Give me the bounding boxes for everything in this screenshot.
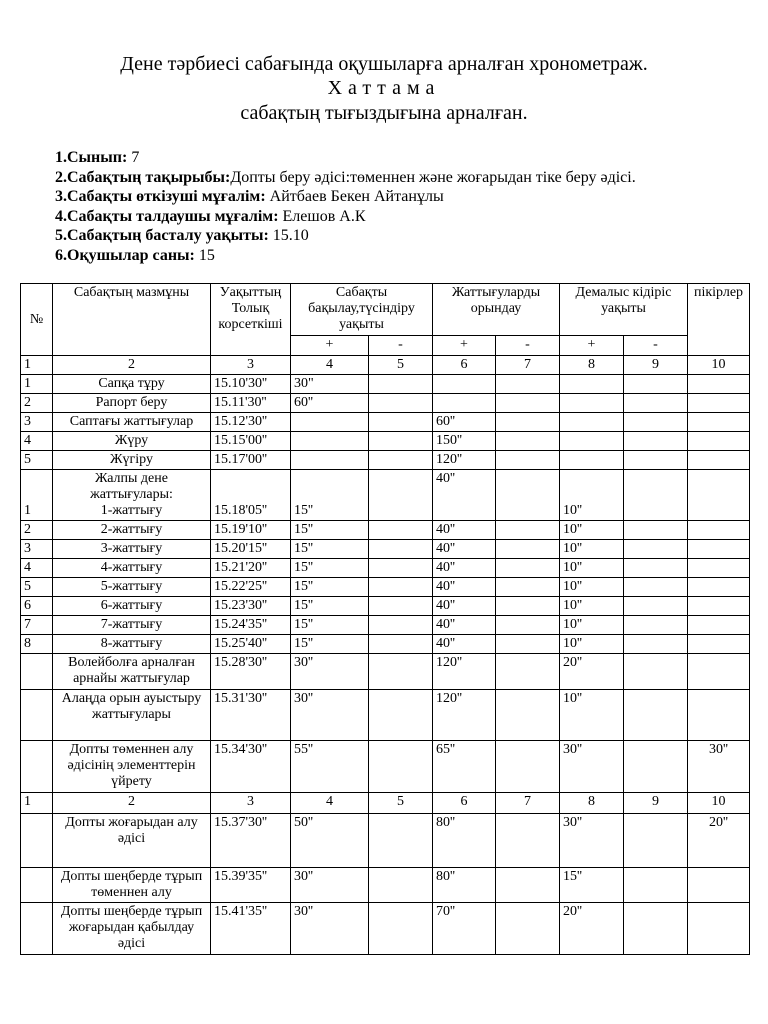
table-cell — [624, 375, 688, 394]
header-plus: + — [433, 336, 496, 356]
info-value: 15 — [194, 246, 215, 264]
table-row — [21, 741, 750, 793]
table-cell: 15'' — [291, 635, 369, 654]
table-cell — [369, 597, 433, 616]
table-cell — [496, 814, 560, 868]
table-cell — [624, 597, 688, 616]
document-title: Дене тәрбиесі сабағында оқушыларға арналған хронометраж. — [120, 53, 648, 75]
table-cell: 6 — [433, 356, 496, 375]
table-row — [21, 413, 750, 432]
table-cell: 30'' — [291, 690, 369, 741]
table-cell: 60'' — [433, 413, 496, 432]
table-row — [21, 375, 750, 394]
table-cell — [624, 521, 688, 540]
header-control: Сабақты бақылау,түсіндіру уақыты — [291, 284, 433, 336]
table-cell — [688, 597, 750, 616]
table-cell: 10'' — [560, 540, 624, 559]
table-row — [21, 903, 750, 955]
table-cell: 15.28'30'' — [211, 654, 291, 690]
table-cell — [369, 432, 433, 451]
table-cell: Сапқа тұру — [53, 375, 211, 394]
header-plus: + — [291, 336, 369, 356]
table-cell: 10'' — [560, 521, 624, 540]
table-cell — [369, 903, 433, 955]
general-content-item: 1-жаттығу — [100, 503, 163, 518]
table-cell: Волейболға арналған арнайы жаттығулар — [53, 654, 211, 690]
table-cell — [624, 741, 688, 793]
table-cell: 30'' — [560, 741, 624, 793]
table-cell: 15.20'15'' — [211, 540, 291, 559]
table-cell: 15'' — [291, 616, 369, 635]
table-cell: 5-жаттығу — [53, 578, 211, 597]
info-value: Елешов А.К — [278, 207, 366, 225]
table-cell: 15.19'10'' — [211, 521, 291, 540]
table-cell: Допты жоғарыдан алу әдісі — [53, 814, 211, 868]
table-cell: 3 — [21, 540, 53, 559]
table-cell: 4 — [291, 793, 369, 814]
table-cell: 65'' — [433, 741, 496, 793]
table-cell: 3-жаттығу — [53, 540, 211, 559]
table-cell: 15.18'05'' — [211, 470, 291, 521]
table-cell — [496, 413, 560, 432]
table-row — [21, 635, 750, 654]
table-cell: 5 — [21, 578, 53, 597]
table-cell: 15'' — [291, 559, 369, 578]
table-cell: 15.21'20'' — [211, 559, 291, 578]
table-cell — [369, 616, 433, 635]
info-value: 7 — [127, 149, 140, 166]
table-cell: 3 — [211, 793, 291, 814]
info-value: Айтбаев Бекен Айтанұлы — [265, 188, 444, 205]
table-cell: 1 — [21, 356, 53, 375]
table-cell: 8 — [560, 356, 624, 375]
table-cell — [21, 741, 53, 793]
table-row — [21, 559, 750, 578]
info-row-start-time — [55, 226, 636, 246]
table-cell: 7 — [496, 356, 560, 375]
table-cell — [560, 413, 624, 432]
table-cell: 15'' — [291, 521, 369, 540]
table-cell — [369, 741, 433, 793]
table-cell: 9 — [624, 356, 688, 375]
header-exercises: Жаттығуларды орындау — [433, 284, 560, 336]
info-row-class — [55, 148, 636, 168]
table-cell: 5 — [369, 793, 433, 814]
table-cell — [688, 521, 750, 540]
table-cell: 1 — [21, 470, 53, 521]
table-cell — [624, 814, 688, 868]
timing-table — [20, 283, 750, 955]
table-cell: Допты шеңберде тұрып төменнен алу — [53, 868, 211, 903]
table-cell: 40'' — [433, 521, 496, 540]
table-cell — [496, 540, 560, 559]
table-cell — [369, 868, 433, 903]
column-number-row — [21, 356, 750, 375]
table-cell — [291, 413, 369, 432]
table-cell — [688, 540, 750, 559]
table-row — [21, 690, 750, 741]
table-cell: Допты шеңберде тұрып жоғарыдан қабылдау әдісі — [53, 903, 211, 955]
table-cell — [496, 616, 560, 635]
table-cell: 20'' — [560, 654, 624, 690]
table-cell — [53, 470, 211, 521]
document-subtitle: Хаттама — [327, 77, 441, 99]
table-cell: 10'' — [560, 635, 624, 654]
table-cell — [624, 470, 688, 521]
table-cell: 40'' — [433, 597, 496, 616]
table-cell: 15.12'30'' — [211, 413, 291, 432]
table-cell — [624, 690, 688, 741]
table-cell: 15'' — [291, 470, 369, 521]
table-cell: Жүгіру — [53, 451, 211, 470]
table-cell: 15.34'30'' — [211, 741, 291, 793]
header-content: Сабақтың мазмұны — [53, 284, 211, 356]
table-cell — [688, 868, 750, 903]
table-cell — [688, 451, 750, 470]
header-minus: - — [369, 336, 433, 356]
table-cell — [369, 521, 433, 540]
table-row-general — [21, 470, 750, 521]
table-cell — [369, 578, 433, 597]
table-cell — [21, 690, 53, 741]
table-cell: 2 — [53, 793, 211, 814]
table-cell: 10'' — [560, 597, 624, 616]
table-cell: 20'' — [560, 903, 624, 955]
table-cell: 40'' — [433, 540, 496, 559]
table-cell — [624, 578, 688, 597]
table-cell — [21, 814, 53, 868]
table-cell: 50'' — [291, 814, 369, 868]
table-cell — [688, 375, 750, 394]
table-cell: 10 — [688, 356, 750, 375]
table-cell — [688, 432, 750, 451]
table-cell: Алаңда орын ауыстыру жаттығулары — [53, 690, 211, 741]
table-cell: 60'' — [291, 394, 369, 413]
general-content-heading: Жалпы дене жаттығулары: — [90, 471, 173, 502]
table-cell: 8-жаттығу — [53, 635, 211, 654]
info-label: 2.Сабақтың тақырыбы: — [55, 168, 231, 186]
table-row — [21, 814, 750, 868]
info-label: 4.Сабақты талдаушы мұғалім: — [55, 207, 279, 225]
table-cell — [433, 394, 496, 413]
table-cell: 15'' — [291, 597, 369, 616]
table-cell: 15.37'30'' — [211, 814, 291, 868]
table-row — [21, 521, 750, 540]
table-cell: 30'' — [291, 654, 369, 690]
table-cell: 7 — [496, 793, 560, 814]
table-cell: 8 — [21, 635, 53, 654]
header-minus: - — [624, 336, 688, 356]
table-cell — [369, 540, 433, 559]
table-cell — [624, 540, 688, 559]
table-cell: 30'' — [688, 741, 750, 793]
table-cell: 2-жаттығу — [53, 521, 211, 540]
table-cell: 2 — [21, 394, 53, 413]
table-cell — [369, 375, 433, 394]
table-cell: 3 — [211, 356, 291, 375]
table-cell — [560, 432, 624, 451]
table-cell — [369, 654, 433, 690]
table-cell — [369, 413, 433, 432]
header-comments: пікірлер — [688, 284, 750, 356]
table-cell — [496, 375, 560, 394]
table-row — [21, 616, 750, 635]
table-cell: 30" — [291, 375, 369, 394]
header-minus: - — [496, 336, 560, 356]
info-row-analyst — [55, 207, 636, 227]
table-cell: 10 — [688, 793, 750, 814]
header-plus: + — [560, 336, 624, 356]
table-cell: Жүру — [53, 432, 211, 451]
table-cell — [688, 413, 750, 432]
table-cell — [21, 654, 53, 690]
table-cell: 5 — [369, 356, 433, 375]
table-cell — [688, 654, 750, 690]
table-cell: 40'' — [433, 635, 496, 654]
table-cell: 120'' — [433, 451, 496, 470]
table-cell — [688, 559, 750, 578]
table-cell: 40'' — [433, 578, 496, 597]
table-row — [21, 597, 750, 616]
table-cell — [688, 903, 750, 955]
table-row — [21, 540, 750, 559]
table-cell — [688, 394, 750, 413]
table-cell — [496, 597, 560, 616]
table-cell — [496, 903, 560, 955]
table-cell: 9 — [624, 793, 688, 814]
table-cell: 80'' — [433, 868, 496, 903]
table-cell — [369, 559, 433, 578]
info-label: 5.Сабақтың басталу уақыты: — [55, 227, 269, 244]
table-cell — [624, 559, 688, 578]
table-cell: 40'' — [433, 470, 496, 521]
table-cell: 15'' — [560, 868, 624, 903]
table-cell: 10'' — [560, 690, 624, 741]
table-cell — [624, 413, 688, 432]
table-cell: 3 — [21, 413, 53, 432]
info-label: 3.Сабақты өткізуші мұғалім: — [55, 188, 266, 205]
header-num: № — [21, 284, 53, 356]
table-cell: 150'' — [433, 432, 496, 451]
table-cell: 2 — [21, 521, 53, 540]
table-cell: 15.17'00'' — [211, 451, 291, 470]
table-cell: 10'' — [560, 616, 624, 635]
table-cell — [496, 521, 560, 540]
table-cell — [560, 451, 624, 470]
table-cell: 5 — [21, 451, 53, 470]
table-cell — [496, 741, 560, 793]
table-cell — [560, 375, 624, 394]
table-cell: 10'' — [560, 470, 624, 521]
table-cell: 55'' — [291, 741, 369, 793]
table-row — [21, 432, 750, 451]
table-cell: 10'' — [560, 578, 624, 597]
table-cell: Рапорт беру — [53, 394, 211, 413]
table-cell: Допты төменнен алу әдісінің элементтерін үйрету — [53, 741, 211, 793]
table-cell: 7 — [21, 616, 53, 635]
table-cell — [624, 903, 688, 955]
table-cell — [688, 616, 750, 635]
table-cell — [21, 868, 53, 903]
table-cell — [624, 394, 688, 413]
table-cell: 120'' — [433, 654, 496, 690]
table-cell — [369, 394, 433, 413]
info-row-students — [55, 246, 636, 266]
table-row — [21, 451, 750, 470]
table-cell — [624, 654, 688, 690]
info-value: 15.10 — [268, 227, 309, 244]
header-rest: Демалыс кідіріс уақыты — [560, 284, 688, 336]
title-block — [0, 52, 768, 126]
table-cell — [369, 451, 433, 470]
table-cell: 6 — [21, 597, 53, 616]
table-cell: 30'' — [560, 814, 624, 868]
table-cell: 1 — [21, 793, 53, 814]
table-cell — [496, 451, 560, 470]
table-cell — [369, 470, 433, 521]
table-cell — [560, 394, 624, 413]
table-cell: 1 — [21, 375, 53, 394]
table-cell: 6 — [433, 793, 496, 814]
table-cell: 30'' — [291, 868, 369, 903]
table-cell: 4-жаттығу — [53, 559, 211, 578]
table-cell — [688, 635, 750, 654]
table-cell — [624, 868, 688, 903]
table-cell: 8 — [560, 793, 624, 814]
table-cell — [496, 654, 560, 690]
table-cell: 15.41'35'' — [211, 903, 291, 955]
table-cell: 15'' — [291, 540, 369, 559]
table-cell — [496, 394, 560, 413]
lesson-info — [55, 148, 636, 265]
table-cell: 15.11'30'' — [211, 394, 291, 413]
info-label: 6.Оқушылар саны: — [55, 246, 195, 264]
table-cell: 15.24'35'' — [211, 616, 291, 635]
table-cell — [496, 690, 560, 741]
table-cell — [496, 635, 560, 654]
table-cell: 15.31'30'' — [211, 690, 291, 741]
table-cell — [624, 616, 688, 635]
table-cell: 80'' — [433, 814, 496, 868]
table-cell: 15.23'30'' — [211, 597, 291, 616]
table-cell: 4 — [21, 432, 53, 451]
table-cell: 30'' — [291, 903, 369, 955]
table-cell: 7-жаттығу — [53, 616, 211, 635]
table-cell: 4 — [21, 559, 53, 578]
table-cell — [496, 470, 560, 521]
table-cell: 15'' — [291, 578, 369, 597]
table-cell — [688, 470, 750, 521]
table-cell: 120'' — [433, 690, 496, 741]
table-body — [21, 284, 750, 955]
table-cell: 10'' — [560, 559, 624, 578]
table-row — [21, 578, 750, 597]
table-cell: 15.25'40'' — [211, 635, 291, 654]
table-cell: 2 — [53, 356, 211, 375]
table-cell: 15.15'00'' — [211, 432, 291, 451]
info-label: 1.Сынып: — [55, 149, 128, 166]
table-cell: 15.39'35'' — [211, 868, 291, 903]
header-time: Уақыттың Толық корсеткіші — [211, 284, 291, 356]
table-cell — [496, 578, 560, 597]
table-cell — [624, 432, 688, 451]
table-cell — [688, 690, 750, 741]
table-cell — [291, 451, 369, 470]
table-cell — [624, 451, 688, 470]
column-number-row — [21, 793, 750, 814]
table-cell — [21, 903, 53, 955]
table-row — [21, 394, 750, 413]
table-row — [21, 654, 750, 690]
table-cell — [688, 578, 750, 597]
info-value: Допты беру әдісі:төменнен және жоғарыдан тіке беру әдісі. — [230, 168, 636, 186]
table-cell — [369, 635, 433, 654]
table-cell — [369, 814, 433, 868]
table-cell: Саптағы жаттығулар — [53, 413, 211, 432]
table-cell: 15.22'25'' — [211, 578, 291, 597]
table-cell — [496, 868, 560, 903]
table-cell: 40'' — [433, 616, 496, 635]
info-row-teacher — [55, 187, 636, 207]
table-cell — [291, 432, 369, 451]
table-cell: 70'' — [433, 903, 496, 955]
table-cell: 40'' — [433, 559, 496, 578]
table-cell — [433, 375, 496, 394]
table-cell — [496, 559, 560, 578]
table-cell — [496, 432, 560, 451]
info-row-topic — [55, 168, 636, 188]
table-cell: 6-жаттығу — [53, 597, 211, 616]
document-subtitle-2: сабақтың тығыздығына арналған. — [240, 102, 528, 124]
table-row — [21, 868, 750, 903]
table-cell: 15.10'30'' — [211, 375, 291, 394]
table-cell: 20'' — [688, 814, 750, 868]
table-cell — [369, 690, 433, 741]
table-cell — [624, 635, 688, 654]
table-cell: 4 — [291, 356, 369, 375]
header-row — [21, 284, 750, 336]
